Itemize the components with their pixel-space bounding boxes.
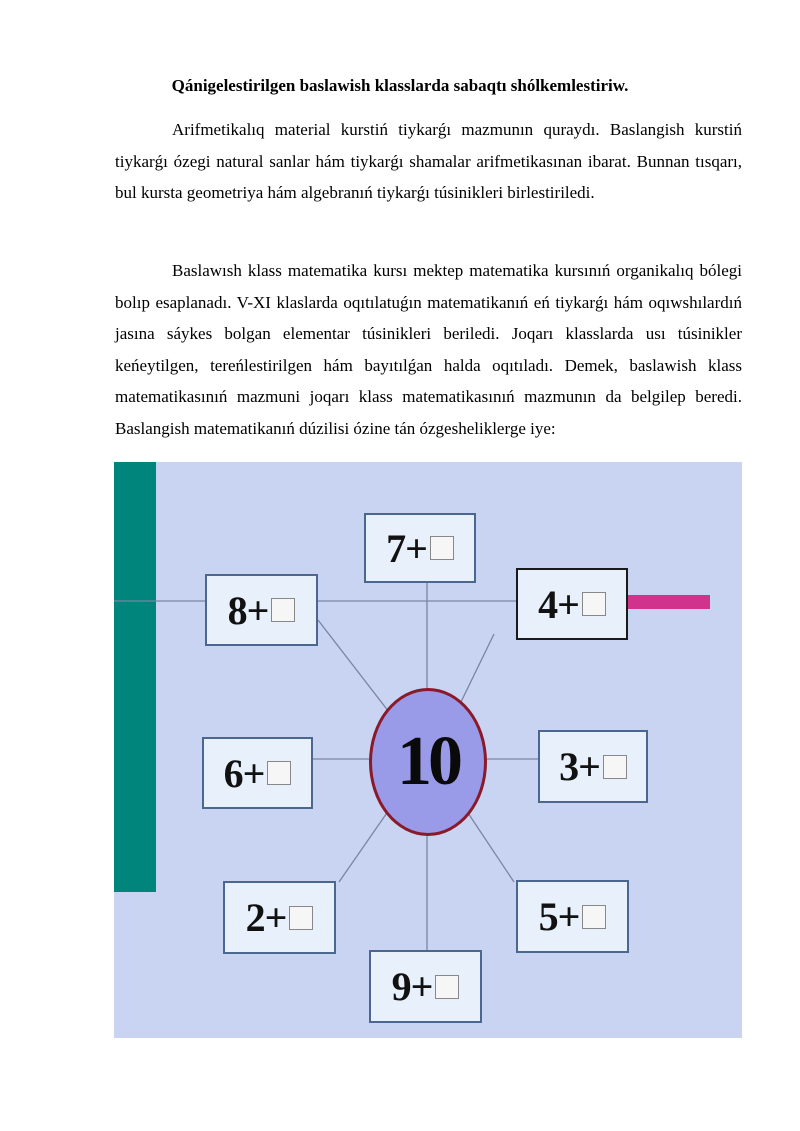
- connector-bottom-right: [464, 807, 514, 882]
- expr-text: 2+: [245, 895, 287, 940]
- paragraph-1: Arifmetikalıq material kurstiń tiykarǵı mazmunın quraydı. Baslangish kurstiń tiykarǵı ózegi natural sanlar hám tiykarǵı shamalar arifmetikasınan ibarat. Bunnan tısqarı, bul kursta geometriya hám algebranıń tiykarǵı túsinikleri birlestiriledi.: [115, 120, 742, 202]
- expr-box-bottom: [369, 950, 482, 1023]
- empty-answer-square: [582, 592, 606, 616]
- expr-text: 5+: [538, 894, 580, 939]
- expr-text: 8+: [227, 587, 269, 633]
- empty-answer-square: [430, 536, 454, 560]
- expr-box-bottom-right: [516, 880, 629, 953]
- expr-text: 3+: [559, 744, 600, 789]
- empty-answer-square: [582, 905, 606, 929]
- center-number-circle: [369, 688, 487, 836]
- math-exercise-figure: [114, 462, 742, 1038]
- expr-text: 9+: [391, 964, 433, 1009]
- expr-text: 4+: [538, 581, 579, 627]
- empty-answer-square: [267, 761, 291, 785]
- paragraph-2: Baslawısh klass matematika kursı mektep matematika kursınıń organikalıq bólegi bolıp esaplanadı. V-XI klaslarda oqıtılatuǵın matematikanıń eń tiykarǵı hám oqıwshılardıń jasına sáykes bolgan elementar túsinikleri beriledi. Joqarı klasslarda usı túsinikler keńeytilgen, tereńlestirilgen hám bayıtılǵan halda oqıtıladı. Demek, baslawish klass matematikasınıń mazmuni joqarı klass matematikasınıń mazmunın da belgilep beredi. Baslangish matematikanıń dúzilisi ózine tán ózgesheliklerge iye:: [115, 261, 742, 438]
- document-title: Qánigelestirilgen baslawish klasslarda sabaqtı shólkemlestiriw.: [171, 76, 629, 95]
- expr-text: 6+: [223, 750, 265, 796]
- expr-box-right: [538, 730, 648, 803]
- expr-text: 7+: [386, 525, 427, 571]
- expr-box-top: [364, 513, 476, 583]
- expr-box-bottom-left: [223, 881, 336, 954]
- connector-bottom-left: [339, 807, 391, 882]
- connector-top-right: [459, 634, 494, 706]
- expr-box-top-right: [516, 568, 628, 640]
- center-number: 10: [397, 723, 459, 800]
- connector-top-left: [318, 620, 389, 712]
- expr-box-left: [202, 737, 313, 809]
- empty-answer-square: [271, 598, 295, 622]
- empty-answer-square: [603, 755, 627, 779]
- empty-answer-square: [289, 906, 313, 930]
- expr-box-top-left: [205, 574, 318, 646]
- empty-answer-square: [435, 975, 459, 999]
